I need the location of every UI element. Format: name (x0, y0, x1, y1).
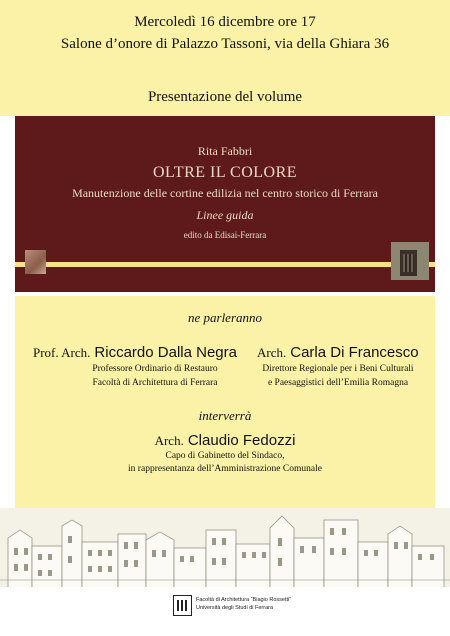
door-image (400, 250, 417, 276)
book-author: Rita Fabbri (197, 144, 253, 158)
footer-faculty: Facoltà di Architettura “Biagio Rossetti” (196, 597, 292, 603)
date-line: Mercoledì 16 dicembre ore 17 (134, 14, 316, 30)
header-band (0, 0, 450, 116)
speakers-label: ne parleranno (187, 310, 263, 325)
speaker-1-prefix: Prof. Arch. (33, 345, 91, 360)
presentation-line: Presentazione del volume (147, 89, 303, 105)
book-title: OLTRE IL COLORE (152, 164, 298, 181)
speaker-2-name-line (257, 344, 419, 362)
speaker-1-name-line (33, 344, 237, 362)
intervener-role-line1: Capo di Gabinetto del Sindaco, (165, 451, 285, 461)
cover-stripe (15, 262, 435, 267)
intervener-role-line2: in rappresentanza dell’Amministrazione Comunale (128, 464, 322, 474)
intervener-name: Claudio Fedozzi (187, 432, 296, 449)
footer-university: Università degli Studi di Ferrara (196, 605, 274, 611)
book-publisher: edito da Edisai-Ferrara (183, 230, 267, 240)
speaker-2-role-line1: Direttore Regionale per i Beni Culturali (262, 364, 414, 374)
facade-thumbnail-left (25, 250, 46, 274)
venue-line: Salone d’onore di Palazzo Tassoni, via della Ghiara 36 (60, 36, 390, 52)
speaker-1-role-line1: Professore Ordinario di Restauro (92, 364, 218, 374)
book-guide: Linee guida (196, 208, 254, 222)
intervener-prefix: Arch. (154, 433, 184, 448)
speaker-1-name: Riccardo Dalla Negra (94, 344, 237, 361)
book-subtitle: Manutenzione delle cortine edilizia nel centro storico di Ferrara (72, 186, 378, 200)
book-cover (15, 116, 435, 292)
speaker-2-role-line2: e Paesaggistici dell’Emilia Romagna (267, 378, 409, 388)
speaker-2-name: Carla Di Francesco (290, 344, 419, 361)
intervener-name-line (15, 432, 435, 450)
speakers-panel (15, 296, 435, 508)
university-logo-icon (173, 595, 192, 616)
speaker-2-prefix: Arch. (257, 345, 287, 360)
speaker-1-role-line2: Facoltà di Architettura di Ferrara (92, 378, 218, 388)
city-skyline-illustration (0, 508, 450, 588)
doorway-thumbnail-right (391, 242, 429, 280)
footer (0, 587, 450, 636)
intervention-label: interverrà (198, 408, 252, 423)
